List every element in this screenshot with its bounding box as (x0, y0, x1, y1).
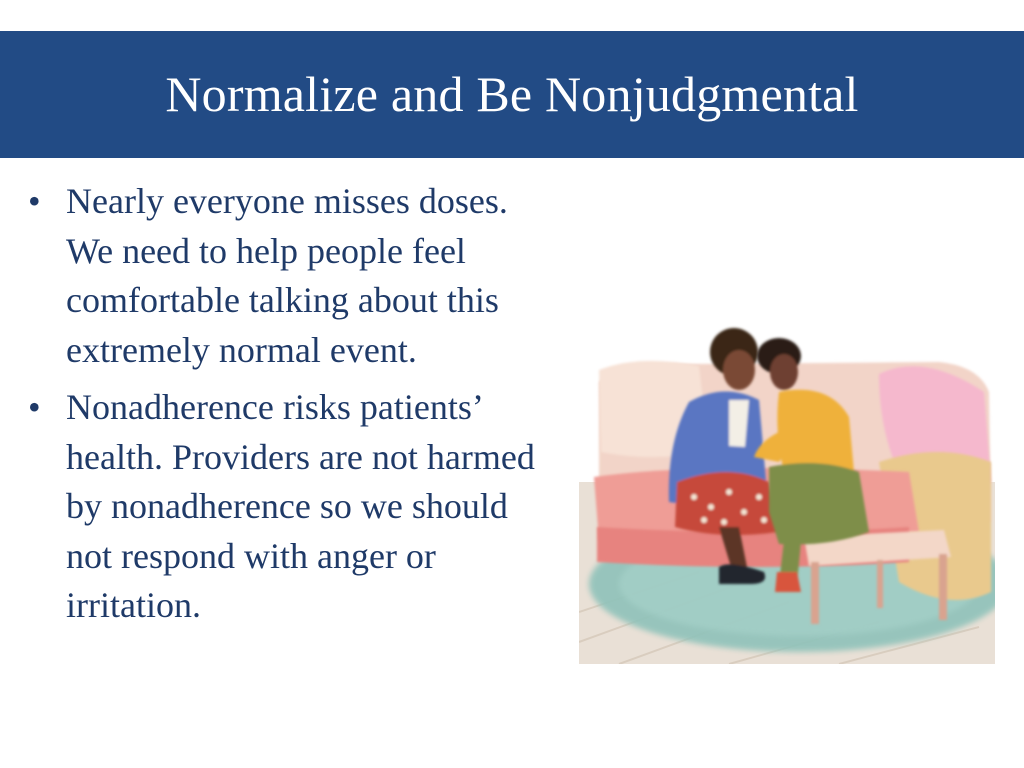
consoling-women-illustration (579, 322, 995, 664)
bullet-marker: • (28, 181, 41, 221)
bullet-list (28, 177, 558, 639)
bullet-marker: • (28, 387, 41, 427)
bullet-item (28, 177, 558, 375)
bullet-item (28, 383, 558, 631)
title-bar (0, 31, 1024, 158)
slide-title: Normalize and Be Nonjudgmental (165, 66, 859, 122)
bullet-text: Nonadherence risks patients’ health. Providers are not harmed by nonadherence so we should not respond with anger or irritation. (66, 387, 535, 625)
bullet-text: Nearly everyone misses doses. We need to help people feel comfortable talking about this extremely normal event. (66, 181, 508, 370)
